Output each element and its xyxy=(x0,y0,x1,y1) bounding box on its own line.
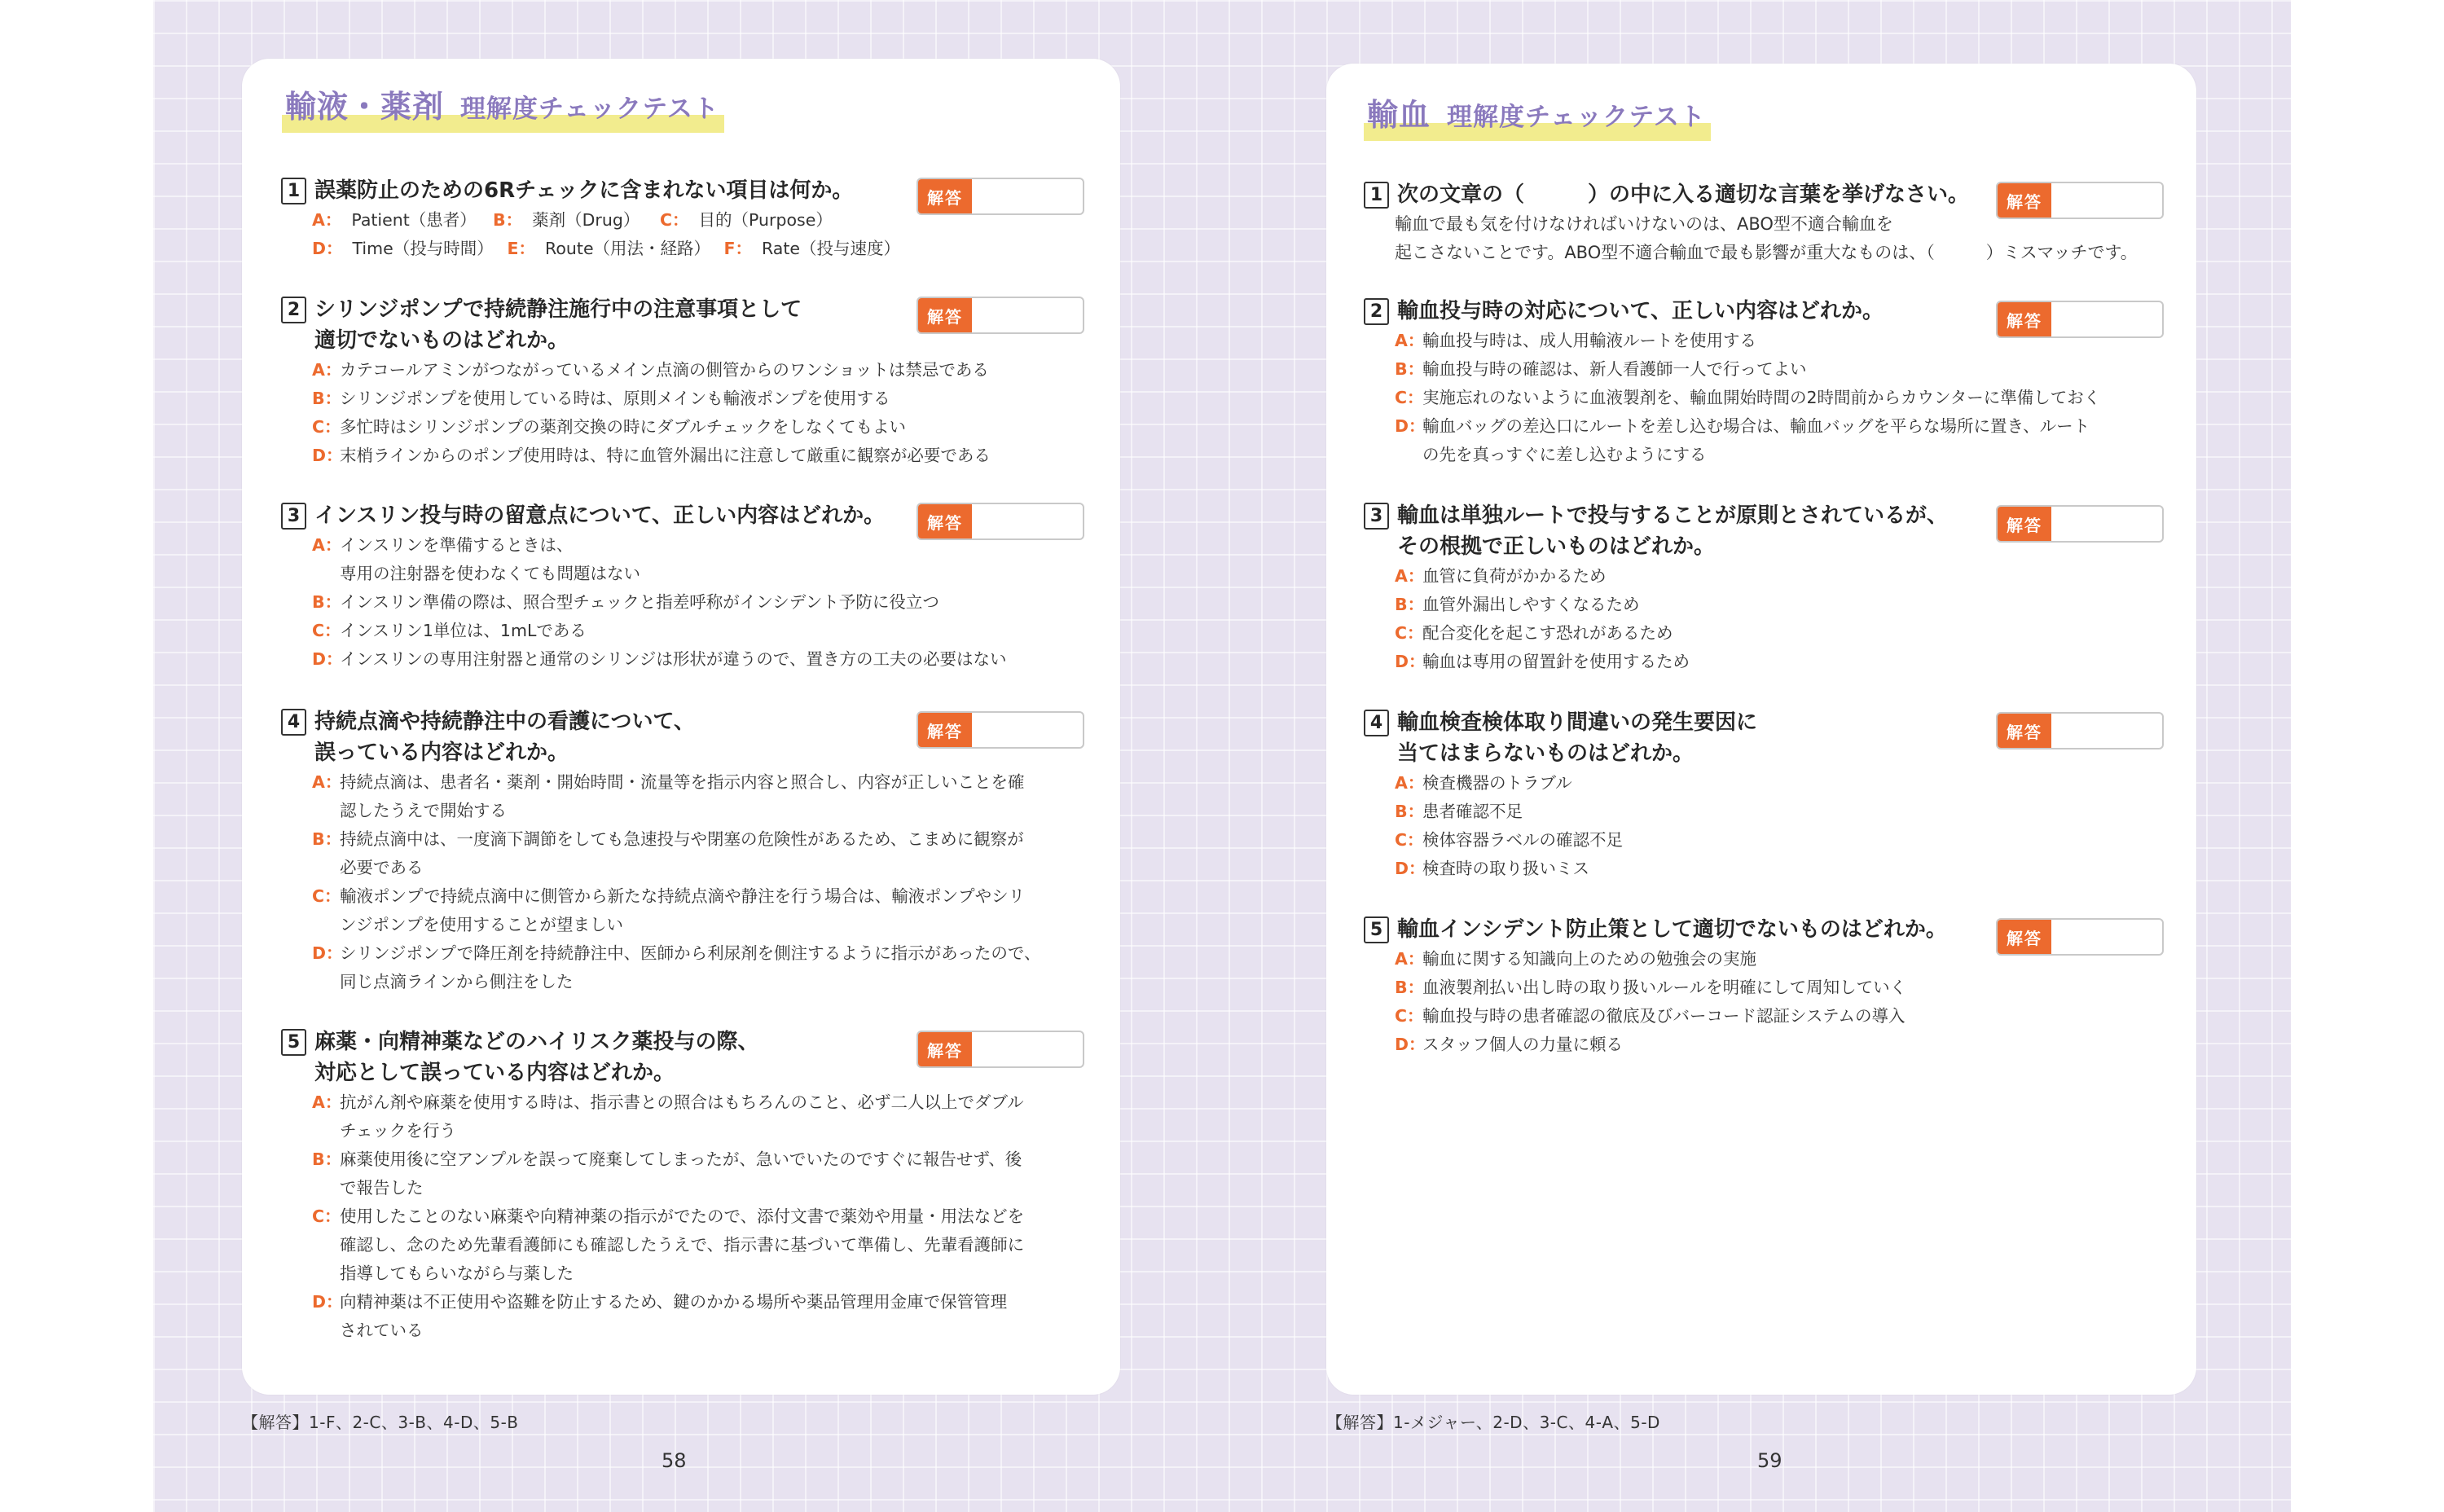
left-answer-key: 【解答】1-F、2-C、3-B、4-D、5-B xyxy=(242,1413,519,1432)
answer-input-box[interactable] xyxy=(1996,301,2164,338)
question-text: シリンジポンプで持続静注施行中の注意事項として 適切でないものはどれか。 xyxy=(314,297,802,353)
option-c: C： 使用したことのない麻薬や向精神薬の指示がでたので、添付文書で薬効や用量・用法などを 確認し、念のため先輩看護師にも確認したうえで、指示書に基づいて準備し、先輩看護師に 指導してもらいながら与薬した xyxy=(312,1207,1025,1283)
option-c: C： 配合変化を起こす恐れがあるため xyxy=(1395,623,1673,643)
answer-input-box[interactable] xyxy=(1996,505,2164,543)
option-a: A： 検査機器のトラブル xyxy=(1395,773,1572,793)
question-text: 輸血検査検体取り間違いの発生要因に 当てはまらないものはどれか。 xyxy=(1397,710,1758,766)
option-list xyxy=(312,1088,1096,1345)
option-a: A： 輸血投与時は、成人用輸液ルートを使用する xyxy=(1395,331,1756,350)
left-page-number: 58 xyxy=(662,1449,687,1472)
option-d: D： シリンジポンプで降圧剤を持続静注中、医師から利尿剤を側注するように指示があったので、 同じ点滴ラインから側注をした xyxy=(312,943,1041,991)
option-list xyxy=(1395,327,2178,469)
option-c: C： 輸液ポンプで持続点滴中に側管から新たな持続点滴や静注を行う場合は、輸液ポンプやシリ ンジポンプを使用することが望ましい xyxy=(312,886,1026,934)
option-d: D： スタッフ個人の力量に頼る xyxy=(1395,1035,1623,1054)
question-number: 2 xyxy=(1364,298,1389,325)
answer-input-box[interactable] xyxy=(1996,712,2164,749)
question-number: 4 xyxy=(281,709,306,736)
answer-label: 解答 xyxy=(918,1032,972,1066)
right-title-sub: 理解度チェックテスト xyxy=(1447,103,1706,132)
question-body: 輸血で最も気を付けなければいけないのは、ABO型不適合輸血を 起こさないことです。ABO型不適合輸血で最も影響が重大なものは、（ ）ミスマッチです。 xyxy=(1395,214,2138,262)
left-title-main: 輸液・薬剤 xyxy=(285,89,445,125)
option-d: D： 輸血は専用の留置針を使用するため xyxy=(1395,652,1690,671)
answer-input-box[interactable] xyxy=(916,297,1084,334)
option-a: A： インスリンを準備するときは、 専用の注射器を使わなくても問題はない xyxy=(312,535,640,583)
option-d: D： Time（投与時間） xyxy=(312,239,494,258)
question-text: 輸血は単独ルートで投与することが原則とされているが、 その根拠で正しいものはどれか。 xyxy=(1397,503,1949,559)
answer-label: 解答 xyxy=(1998,714,2051,748)
option-a: A： 輸血に関する知識向上のための勉強会の実施 xyxy=(1395,949,1756,969)
answer-input-box[interactable] xyxy=(916,711,1084,749)
answer-label: 解答 xyxy=(1998,183,2051,218)
option-row xyxy=(312,235,900,263)
option-c: C： 検体容器ラベルの確認不足 xyxy=(1395,830,1623,850)
option-b: B： 血管外漏出しやすくなるため xyxy=(1395,595,1640,614)
option-e: E： Route（用法・経路） xyxy=(507,239,711,258)
option-a: A： 持続点滴は、患者名・薬剤・開始時間・流量等を指示内容と照合し、内容が正しいことを確 認したうえで開始する xyxy=(312,772,1025,820)
question-number: 3 xyxy=(1364,503,1389,530)
option-b: B： 麻薬使用後に空アンプルを誤って廃棄してしまったが、急いでいたのですぐに報告せず、後 で報告した xyxy=(312,1149,1022,1198)
answer-label: 解答 xyxy=(1998,507,2051,541)
question-number: 3 xyxy=(281,503,306,530)
answer-label: 解答 xyxy=(1998,302,2051,336)
answer-label: 解答 xyxy=(918,504,972,538)
option-b: B： 血液製剤払い出し時の取り扱いルールを明確にして周知していく xyxy=(1395,978,1907,997)
option-list xyxy=(312,356,1096,470)
option-b: B： シリンジポンプを使用している時は、原則メインも輸液ポンプを使用する xyxy=(312,389,890,408)
option-c: C： 実施忘れのないように血液製剤を、輸血開始時間の2時間前からカウンターに準備しておく xyxy=(1395,388,2101,407)
option-f: F： Rate（投与速度） xyxy=(723,239,900,258)
left-title-sub: 理解度チェックテスト xyxy=(460,94,719,124)
question-number: 2 xyxy=(281,297,306,323)
option-list xyxy=(1395,769,2178,883)
option-d: D： 検査時の取り扱いミス xyxy=(1395,859,1589,878)
option-b: B： インスリン準備の際は、照合型チェックと指差呼称がインシデント予防に役立つ xyxy=(312,592,939,612)
right-page-title xyxy=(1367,90,1706,134)
answer-label: 解答 xyxy=(918,298,972,332)
option-list xyxy=(1395,562,2178,676)
answer-label: 解答 xyxy=(1998,920,2051,954)
option-a: A： 抗がん剤や麻薬を使用する時は、指示書との照合はもちろんのこと、必ず二人以上でダブル チェックを行う xyxy=(312,1092,1024,1141)
answer-input-box[interactable] xyxy=(916,1031,1084,1068)
question-text: 持続点滴や持続静注中の看護について、 誤っている内容はどれか。 xyxy=(314,710,695,765)
right-title-main: 輸血 xyxy=(1367,97,1431,133)
question-text: 輸血投与時の対応について、正しい内容はどれか。 xyxy=(1397,299,1884,323)
question-number: 4 xyxy=(1364,710,1389,736)
question-number: 5 xyxy=(1364,916,1389,943)
right-page-number: 59 xyxy=(1757,1449,1782,1472)
question-number: 1 xyxy=(281,178,306,204)
answer-input-box[interactable] xyxy=(1996,918,2164,956)
answer-input-box[interactable] xyxy=(916,178,1084,215)
answer-label: 解答 xyxy=(918,713,972,747)
option-list xyxy=(1395,945,2178,1059)
option-d: D： 輸血バッグの差込口にルートを差し込む場合は、輸血バッグを平らな場所に置き、ルート の先を真っすぐに差し込むようにする xyxy=(1395,416,2090,464)
question-text: 誤薬防止のための6Rチェックに含まれない項目は何か。 xyxy=(314,178,854,203)
option-c: C： 輸血投与時の患者確認の徹底及びバーコード認証システムの導入 xyxy=(1395,1006,1906,1026)
option-a: A： 血管に負荷がかかるため xyxy=(1395,566,1607,586)
question-number: 1 xyxy=(1364,182,1389,209)
question-number: 5 xyxy=(281,1029,306,1056)
option-b: B： 持続点滴中は、一度滴下調節をしても急速投与や閉塞の危険性があるため、こまめに観察が 必要である xyxy=(312,829,1024,877)
question-text: 次の文章の（ ）の中に入る適切な言葉を挙げなさい。 xyxy=(1397,182,1970,207)
question-text: 輸血インシデント防止策として適切でないものはどれか。 xyxy=(1397,917,1947,942)
left-question-1 xyxy=(281,175,900,263)
left-question-4 xyxy=(281,706,1096,996)
question-text: 麻薬・向精神薬などのハイリスク薬投与の際、 対応として誤っている内容はどれか。 xyxy=(314,1030,759,1085)
option-b: B： 輸血投与時の確認は、新人看護師一人で行ってよい xyxy=(1395,359,1807,379)
option-c: C： インスリン1単位は、1mLである xyxy=(312,621,587,640)
right-answer-key: 【解答】1-メジャー、2-D、3-C、4-A、5-D xyxy=(1326,1413,1660,1432)
option-a: A： Patient（患者） xyxy=(312,210,477,230)
option-b: B： 薬剤（Drug） xyxy=(493,210,640,230)
option-b: B： 患者確認不足 xyxy=(1395,802,1523,821)
option-list xyxy=(312,768,1096,996)
option-d: D： 末梢ラインからのポンプ使用時は、特に血管外漏出に注意して厳重に観察が必要である xyxy=(312,446,991,465)
question-text: インスリン投与時の留意点について、正しい内容はどれか。 xyxy=(314,503,886,528)
option-c: C： 目的（Purpose） xyxy=(660,210,833,230)
option-a: A： カテコールアミンがつながっているメイン点滴の側管からのワンショットは禁忌である xyxy=(312,360,989,380)
left-page-title xyxy=(285,81,719,126)
answer-label: 解答 xyxy=(918,179,972,213)
answer-input-box[interactable] xyxy=(1996,182,2164,219)
left-question-5 xyxy=(281,1026,1096,1345)
option-d: D： インスリンの専用注射器と通常のシリンジは形状が違うので、置き方の工夫の必要はない xyxy=(312,649,1007,669)
option-c: C： 多忙時はシリンジポンプの薬剤交換の時にダブルチェックをしなくてもよい xyxy=(312,417,907,437)
option-row xyxy=(312,206,900,235)
option-list xyxy=(312,531,1096,674)
answer-input-box[interactable] xyxy=(916,503,1084,540)
option-d: D： 向精神薬は不正使用や盗難を防止するため、鍵のかかる場所や薬品管理用金庫で保管管理 されている xyxy=(312,1292,1008,1340)
